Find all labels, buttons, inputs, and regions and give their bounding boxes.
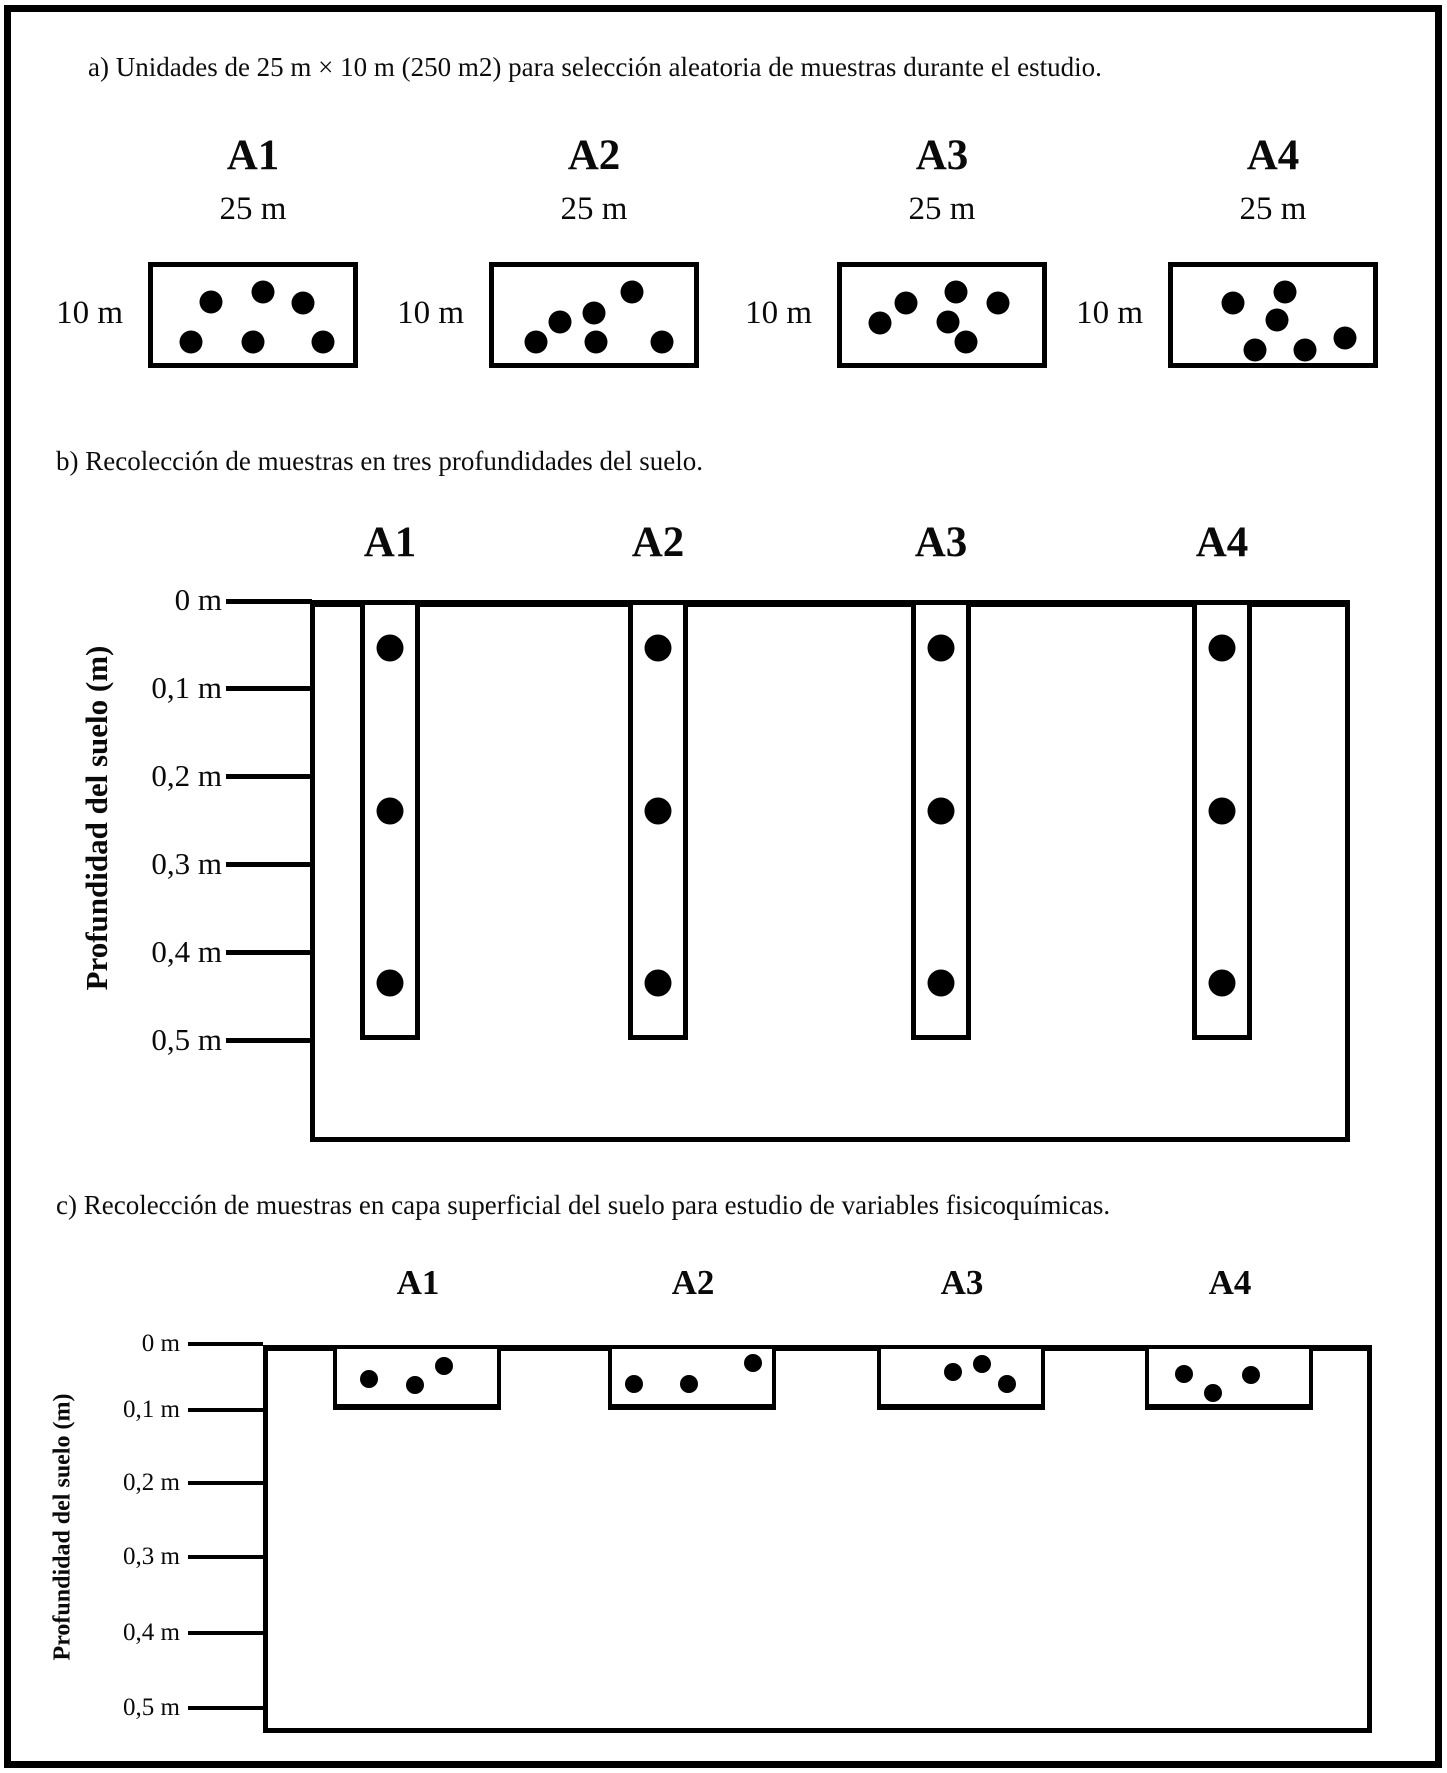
unit-plot-rectangle <box>1168 262 1378 368</box>
unit-label: A4 <box>1246 132 1300 179</box>
c-tick-03m-line <box>188 1555 263 1559</box>
b-y-axis-title: Profundidad del suelo (m) <box>79 645 114 991</box>
sample-dot <box>1244 338 1267 361</box>
c-tick-05m-line <box>188 1706 263 1710</box>
c-tick-0m-line <box>188 1342 263 1346</box>
b-column-a3 <box>866 520 1016 1050</box>
sample-dot <box>583 302 606 325</box>
sample-dot <box>525 330 548 353</box>
unit-a4 <box>1076 132 1378 373</box>
c-surface-box-a4 <box>1145 1264 1315 1414</box>
sample-dot <box>944 1363 962 1381</box>
sample-dot <box>377 970 404 997</box>
sample-dot <box>1209 798 1236 825</box>
box-label: A1 <box>396 1263 440 1302</box>
surface-sample-box <box>1145 1345 1313 1410</box>
core-column <box>360 600 420 1040</box>
caption-section-a: a) Unidades de 25 m × 10 m (250 m2) para selección aleatoria de muestras durante el estudio. <box>88 52 1102 82</box>
core-column <box>911 600 971 1040</box>
sample-dot <box>242 330 265 353</box>
box-label: A4 <box>1208 1263 1252 1302</box>
b-tick-04m-line <box>226 950 312 955</box>
sample-dot <box>621 280 644 303</box>
b-tick-label: 0,2 m <box>151 758 222 793</box>
height-dimension-label: 10 m <box>1076 295 1143 331</box>
c-surface-box-a2 <box>608 1264 778 1414</box>
sample-dot <box>1242 1366 1260 1384</box>
sample-dot <box>312 330 335 353</box>
width-dimension-label: 25 m <box>219 191 287 227</box>
sample-dot <box>680 1375 698 1393</box>
sample-dot <box>955 330 978 353</box>
height-dimension-label: 10 m <box>56 295 123 331</box>
sample-dot <box>377 798 404 825</box>
sample-dot <box>435 1357 453 1375</box>
sample-dot <box>895 292 918 315</box>
sample-dot <box>292 292 315 315</box>
column-label: A3 <box>914 519 968 566</box>
c-tick-label: 0,2 m <box>123 1469 180 1496</box>
b-column-a1 <box>315 520 465 1050</box>
sample-dot <box>937 310 960 333</box>
c-tick-label: 0,1 m <box>123 1396 180 1423</box>
unit-label: A2 <box>567 132 621 179</box>
b-tick-05m-line <box>226 1038 312 1043</box>
unit-label: A3 <box>915 132 969 179</box>
box-label: A3 <box>940 1263 984 1302</box>
unit-a1 <box>56 132 358 373</box>
b-tick-03m-line <box>226 862 312 867</box>
sample-dot <box>645 635 672 662</box>
sample-dot <box>549 310 572 333</box>
height-dimension-label: 10 m <box>745 295 812 331</box>
unit-plot-rectangle <box>489 262 699 368</box>
sample-dot <box>1334 327 1357 350</box>
height-dimension-label: 10 m <box>397 295 464 331</box>
caption-section-c: c) Recolección de muestras en capa superficial del suelo para estudio de variables fisicoquímicas. <box>56 1190 1111 1220</box>
unit-a2 <box>397 132 699 373</box>
b-tick-label: 0,3 m <box>151 846 222 881</box>
sample-dot <box>1209 635 1236 662</box>
unit-plot-rectangle <box>148 262 358 368</box>
column-label: A2 <box>631 519 685 566</box>
sample-dot <box>928 798 955 825</box>
b-column-a4 <box>1147 520 1297 1050</box>
sample-dot <box>973 1355 991 1373</box>
sample-dot <box>987 292 1010 315</box>
sample-dot <box>645 970 672 997</box>
sample-dot <box>869 311 892 334</box>
sample-dot <box>1274 280 1297 303</box>
caption-section-b: b) Recolección de muestras en tres profundidades del suelo. <box>56 446 704 476</box>
c-tick-02m-line <box>188 1481 263 1485</box>
c-tick-label: 0 m <box>141 1330 180 1357</box>
width-dimension-label: 25 m <box>560 191 628 227</box>
sample-dot <box>998 1375 1016 1393</box>
c-surface-box-a3 <box>877 1264 1047 1414</box>
sample-dot <box>406 1376 424 1394</box>
surface-sample-box <box>608 1345 776 1410</box>
c-tick-label: 0,3 m <box>123 1543 180 1570</box>
unit-label: A1 <box>226 132 280 179</box>
width-dimension-label: 25 m <box>1239 191 1307 227</box>
sample-dot <box>1266 308 1289 331</box>
b-column-a2 <box>583 520 733 1050</box>
surface-sample-box <box>333 1345 501 1410</box>
c-tick-label: 0,4 m <box>123 1619 180 1646</box>
unit-plot-rectangle <box>837 262 1047 368</box>
box-label: A2 <box>671 1263 715 1302</box>
b-tick-02m-line <box>226 774 312 779</box>
sample-dot <box>744 1354 762 1372</box>
sample-dot <box>200 290 223 313</box>
sample-dot <box>1175 1365 1193 1383</box>
sample-dot <box>585 330 608 353</box>
b-tick-label: 0,1 m <box>151 670 222 705</box>
b-tick-label: 0 m <box>174 582 222 617</box>
c-tick-label: 0,5 m <box>123 1694 180 1721</box>
sample-dot <box>651 330 674 353</box>
c-tick-01m-line <box>188 1408 263 1412</box>
sample-dot <box>625 1375 643 1393</box>
column-label: A4 <box>1195 519 1249 566</box>
surface-sample-box <box>877 1345 1045 1410</box>
b-tick-label: 0,4 m <box>151 934 222 969</box>
c-y-axis-title: Profundidad del suelo (m) <box>49 1393 76 1661</box>
core-column <box>628 600 688 1040</box>
sample-dot <box>945 280 968 303</box>
column-label: A1 <box>363 519 417 566</box>
c-surface-box-a1 <box>333 1264 503 1414</box>
b-tick-0m-line <box>226 599 312 604</box>
sample-dot <box>180 330 203 353</box>
sample-dot <box>1222 292 1245 315</box>
width-dimension-label: 25 m <box>908 191 976 227</box>
unit-a3 <box>745 132 1047 373</box>
sample-dot <box>1209 970 1236 997</box>
sample-dot <box>1204 1384 1222 1402</box>
sample-dot <box>928 635 955 662</box>
sample-dot <box>928 970 955 997</box>
sample-dot <box>645 798 672 825</box>
sample-dot <box>360 1370 378 1388</box>
sample-dot <box>377 635 404 662</box>
b-tick-01m-line <box>226 686 312 691</box>
b-tick-label: 0,5 m <box>151 1022 222 1057</box>
sample-dot <box>1294 338 1317 361</box>
c-tick-04m-line <box>188 1631 263 1635</box>
sample-dot <box>252 280 275 303</box>
core-column <box>1192 600 1252 1040</box>
